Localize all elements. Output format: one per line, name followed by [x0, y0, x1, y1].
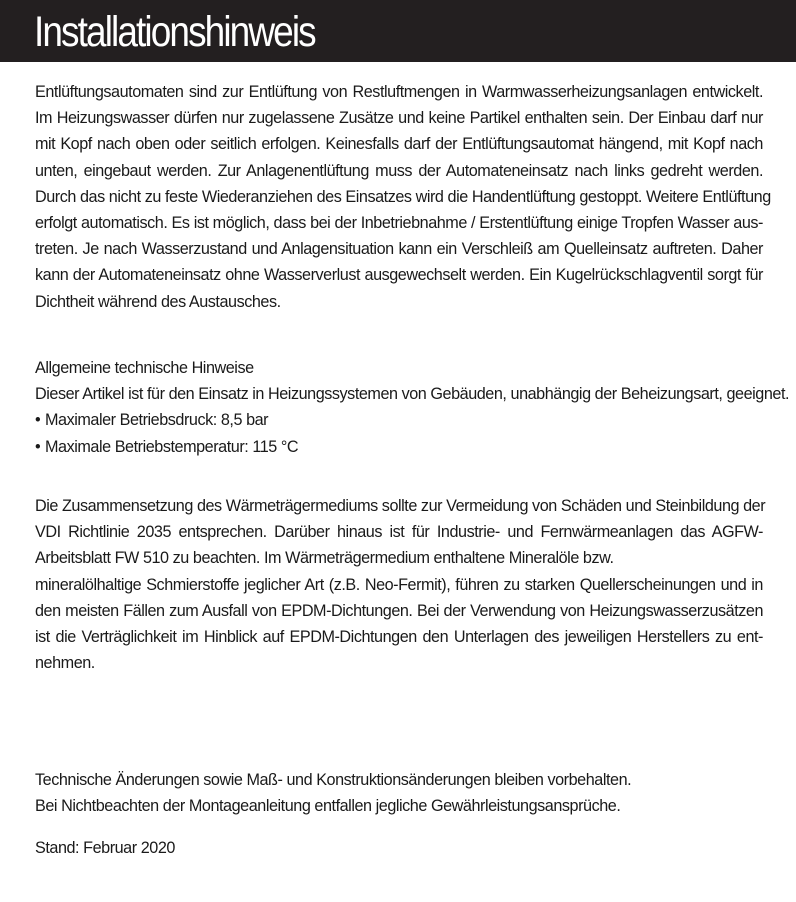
intro-line: unten, eingebaut werden. Zur Anlagenentlüftung muss der Automateneinsatz nach links gedreht werden.	[35, 161, 763, 180]
intro-line: Entlüftungsautomaten sind zur Entlüftung von Restluftmengen in Warmwasserheizungsanlagen entwickelt.	[35, 83, 763, 101]
bullet-icon: •	[35, 437, 41, 456]
medium-line: ist die Verträglichkeit im Hinblick auf EPDM-Dichtungen den Unterlagen des jeweiligen Herstellers zu ent-	[35, 628, 763, 647]
medium-line: Arbeitsblatt FW 510 zu beachten. Im Wärmeträgermedium enthaltene Mineralöle bzw.	[35, 549, 614, 568]
bullet-item-temperature	[35, 434, 763, 460]
medium-line: VDI Richtlinie 2035 entsprechen. Darüber hinaus ist für Industrie- und Fernwärmeanlagen das AGFW-	[35, 523, 763, 542]
header-bar	[0, 0, 796, 62]
medium-line: Die Zusammensetzung des Wärmeträgermediums sollte zur Vermeidung von Schäden und Steinbildung der	[35, 497, 766, 515]
intro-line: erfolgt automatisch. Es ist möglich, dass bei der Inbetriebnahme / Erstentlüftung einige Tropfen Wasser aus-	[35, 214, 763, 233]
page-title: Installationshinweis	[34, 8, 315, 56]
intro-line: Durch das nicht zu feste Wiederanziehen des Einsatzes wird die Handentlüftung gestoppt. Weitere Entlüftung	[35, 187, 771, 206]
medium-line: nehmen.	[35, 654, 95, 673]
medium-paragraph	[35, 493, 766, 676]
footer-line: Technische Änderungen sowie Maß- und Konstruktionsänderungen bleiben vorbehalten.	[35, 771, 632, 789]
intro-line: Im Heizungswasser dürfen nur zugelassene Zusätze und keine Partikel enthalten sein. Der Einbau darf nur	[35, 109, 763, 128]
intro-line: kann der Automateneinsatz ohne Wasserverlust ausgewechselt werden. Ein Kugelrückschlagventil sorgt für	[35, 266, 763, 285]
general-notes-section	[35, 355, 790, 460]
intro-paragraph	[35, 79, 771, 315]
medium-line: mineralölhaltige Schmierstoffe jeglicher Art (z.B. Neo-Fermit), führen zu starken Quellerscheinungen und in	[35, 575, 763, 594]
bullet-item-pressure	[35, 407, 763, 433]
document-date	[35, 835, 763, 861]
intro-line: treten. Je nach Wasserzustand und Anlagensituation kann ein Verschleiß am Quelleinsatz auftreten. Daher	[35, 240, 763, 259]
bullet-text: Maximale Betriebstemperatur: 115 °C	[45, 437, 299, 456]
general-text: Dieser Artikel ist für den Einsatz in Heizungssystemen von Gebäuden, unabhängig der Beheizungsart, geeignet.	[35, 385, 790, 404]
medium-line: den meisten Fällen zum Ausfall von EPDM-Dichtungen. Bei der Verwendung von Heizungswasserzusätzen	[35, 601, 763, 620]
bullet-text: Maximaler Betriebsdruck: 8,5 bar	[45, 411, 269, 430]
footer-notes	[35, 767, 763, 819]
intro-line: mit Kopf nach oben oder seitlich erfolgen. Keinesfalls darf der Entlüftungsautomat hängend, mit Kopf nach	[35, 135, 763, 154]
footer-line: Bei Nichtbeachten der Montageanleitung entfallen jegliche Gewährleistungsansprüche.	[35, 797, 621, 816]
bullet-icon: •	[35, 411, 41, 430]
stand-text: Stand: Februar 2020	[35, 839, 175, 857]
section-heading: Allgemeine technische Hinweise	[35, 359, 254, 377]
intro-line: Dichtheit während des Austausches.	[35, 292, 281, 311]
